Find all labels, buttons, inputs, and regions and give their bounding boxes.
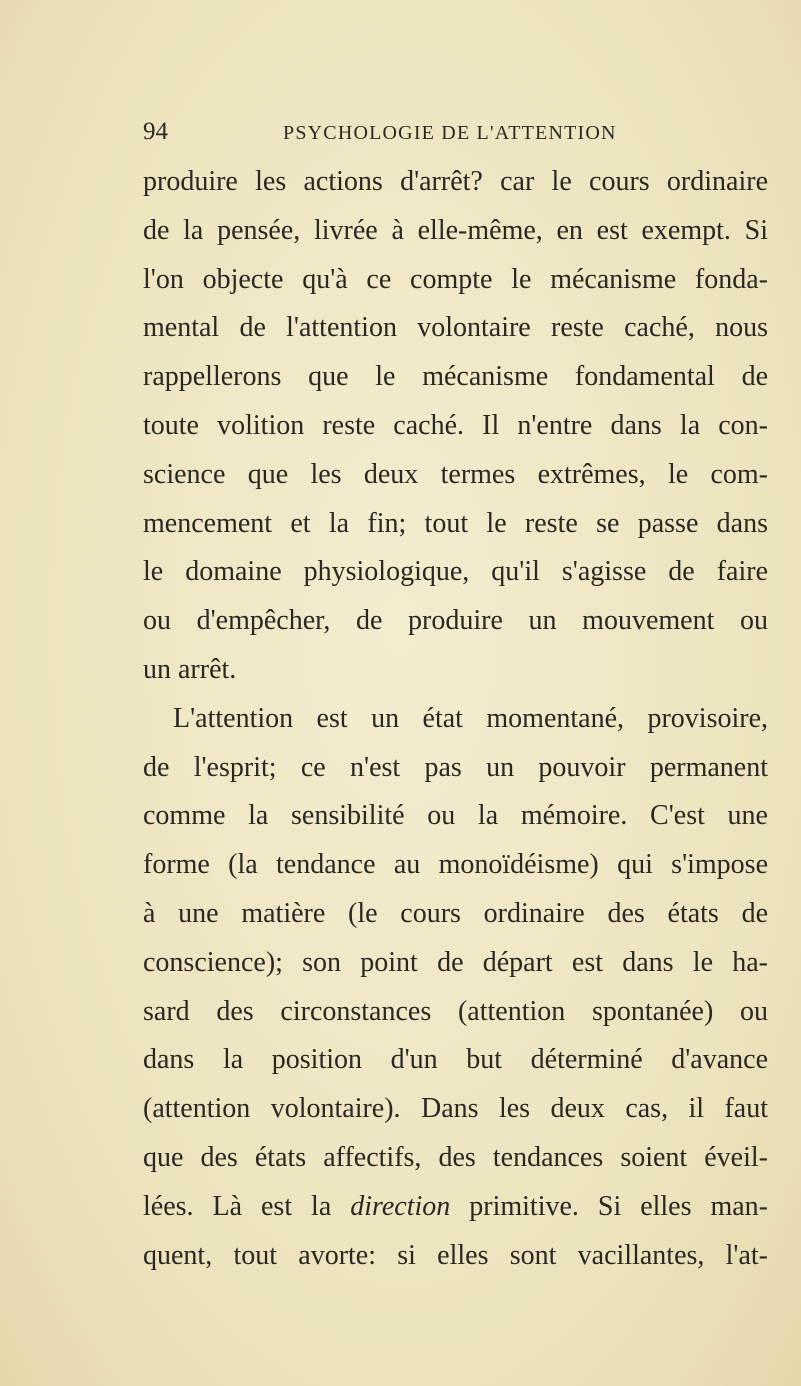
italic-term: direction <box>350 1190 451 1222</box>
text-line: de la pensée, livrée à elle-même, en est exempt. Si <box>143 214 768 246</box>
text-line: le domaine physiologique, qu'il s'agisse de faire <box>143 556 768 588</box>
text-line: quent, tout avorte: si elles sont vacillantes, l'at- <box>143 1239 768 1271</box>
text-line: rappellerons que le mécanisme fondamental de <box>143 361 768 393</box>
text-line: que des états affectifs, des tendances soient éveil- <box>143 1141 768 1173</box>
text-run: lées. Là est la <box>143 1190 351 1222</box>
text-line: ou d'empêcher, de produire un mouvement ou <box>143 605 768 637</box>
text-line: l'on objecte qu'à ce compte le mécanisme fonda- <box>143 263 768 295</box>
body-text <box>143 158 768 1280</box>
running-title: PSYCHOLOGIE DE L'ATTENTION <box>283 122 617 144</box>
running-head <box>143 117 683 147</box>
page-number: 94 <box>143 118 168 145</box>
text-line: à une matière (le cours ordinaire des états de <box>143 897 768 929</box>
text-line: mencement et la fin; tout le reste se passe dans <box>143 507 768 539</box>
text-line: de l'esprit; ce n'est pas un pouvoir permanent <box>143 751 768 783</box>
text-line: forme (la tendance au monoïdéisme) qui s'impose <box>143 849 768 881</box>
text-line-with-italic <box>143 1183 768 1232</box>
text-run: primitive. Si elles man- <box>450 1190 768 1222</box>
text-line: toute volition reste caché. Il n'entre dans la con- <box>143 409 768 441</box>
text-line: science que les deux termes extrêmes, le com- <box>143 458 768 490</box>
text-line: dans la position d'un but déterminé d'avance <box>143 1044 768 1076</box>
text-line: produire les actions d'arrêt? car le cours ordinaire <box>143 166 768 197</box>
text-line: sard des circonstances (attention spontanée) ou <box>143 995 768 1027</box>
paragraph-end-line: un arrêt. <box>143 653 237 685</box>
text-line: mental de l'attention volontaire reste caché, nous <box>143 312 768 344</box>
paragraph-start-line: L'attention est un état momentané, provisoire, <box>173 702 768 734</box>
text-line: conscience); son point de départ est dans le ha- <box>143 946 768 978</box>
text-line: comme la sensibilité ou la mémoire. C'est une <box>143 800 768 832</box>
text-line: (attention volontaire). Dans les deux cas, il faut <box>143 1093 768 1125</box>
